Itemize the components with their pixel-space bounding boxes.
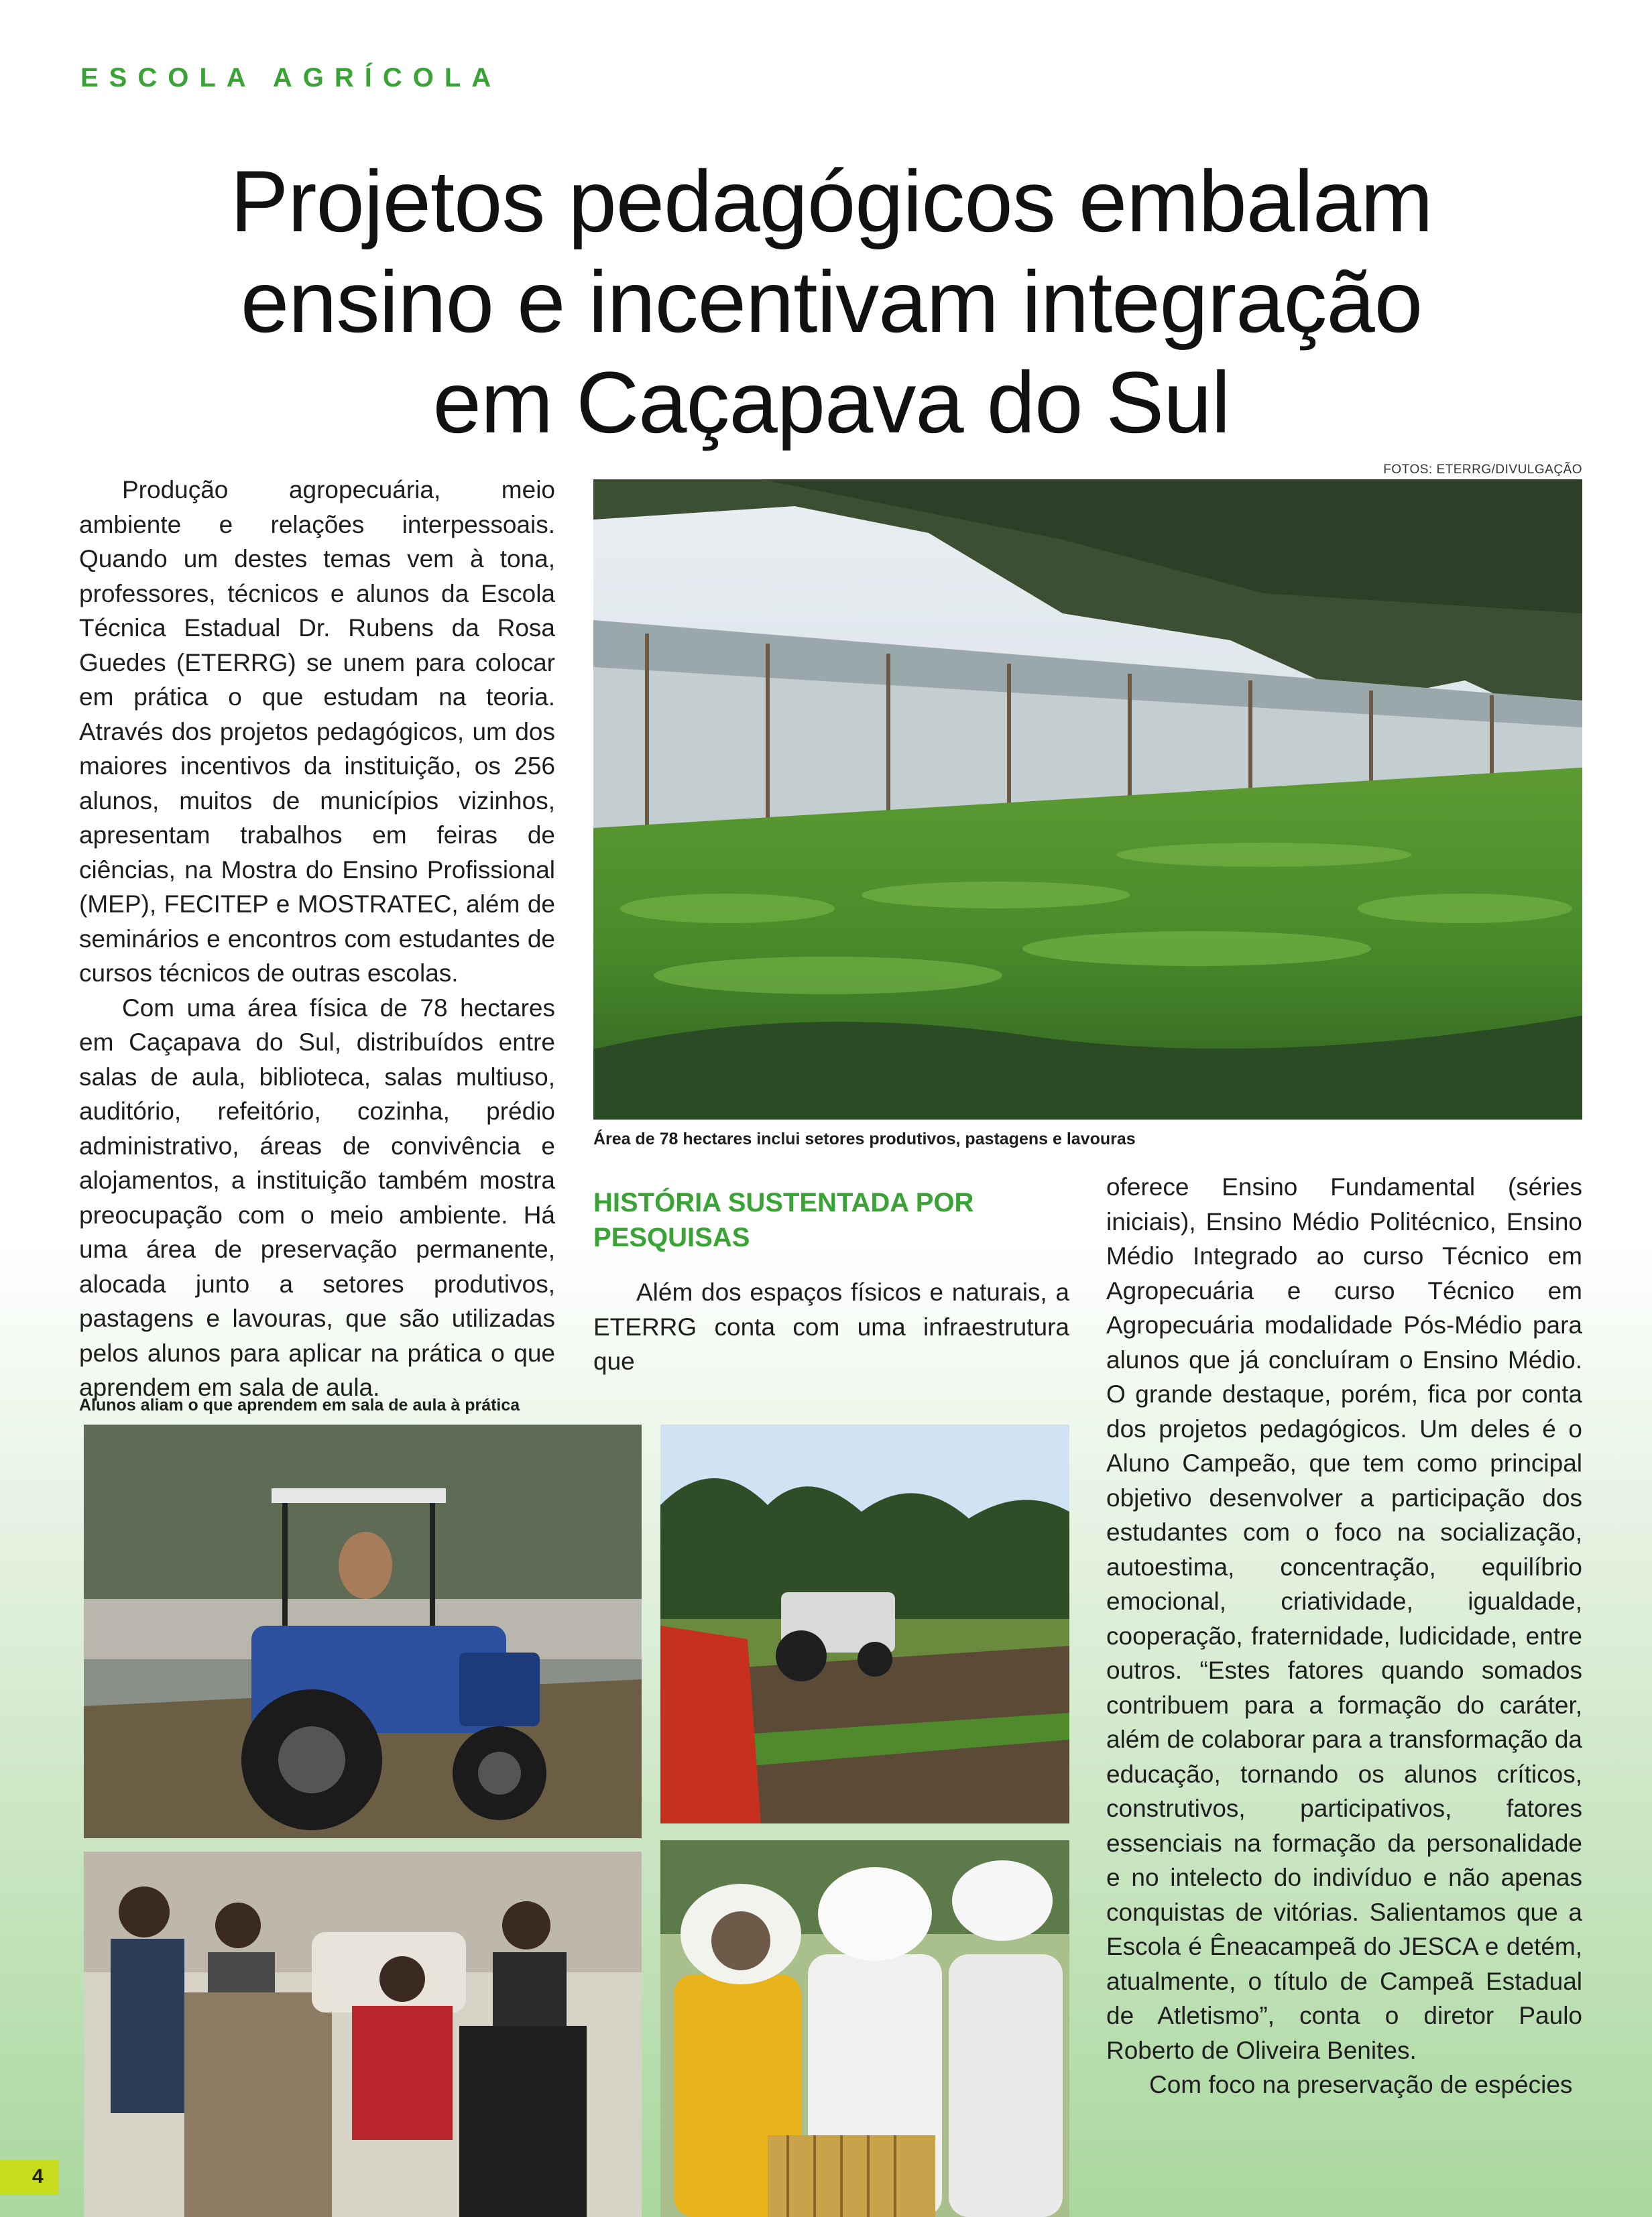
headline — [174, 151, 1488, 453]
body-column-left — [79, 473, 555, 1405]
field-tractor-photo — [660, 1425, 1069, 1823]
body-paragraph: Além dos espaços físicos e naturais, a ETERRG conta com uma infraestrutura que — [593, 1278, 1069, 1375]
greenhouse-field-photo — [593, 479, 1582, 1120]
page-number: 4 — [0, 2160, 59, 2195]
photo-caption-bottom: Alunos aliam o que aprendem em sala de aula à prática — [79, 1396, 520, 1415]
photo-caption-top: Área de 78 hectares inclui setores produtivos, pastagens e lavouras — [593, 1130, 1136, 1148]
headline-line-3: em Caçapava do Sul — [432, 353, 1230, 451]
students-machine-photo — [84, 1852, 642, 2217]
body-column-middle — [593, 1275, 1069, 1379]
blue-tractor-photo — [84, 1425, 642, 1838]
body-paragraph: Com foco na preservação de espécies — [1149, 2071, 1573, 2098]
body-paragraph: Produção agropecuária, meio ambiente e relações interpessoais. Quando um destes temas vem à tona, professores, técnicos e alunos da Escola Técnica Estadual Dr. Rubens da Rosa Guedes (ETERRG) se unem para colocar em prática o que estudam na teoria. Através dos projetos pedagógicos, um dos maiores incentivos da instituição, os 256 alunos, muitos de municípios vizinhos, apresentam trabalhos em feiras de ciências, na Mostra do Ensino Profissional (MEP), FECITEP e MOSTRATEC, além de seminários e encontros com estudantes de cursos técnicos de outras escolas. — [79, 476, 555, 987]
section-subheading: HISTÓRIA SUSTENTADA POR PESQUISAS — [593, 1188, 974, 1252]
body-column-right — [1106, 1170, 1582, 2102]
section-label: ESCOLA AGRÍCOLA — [80, 63, 502, 93]
headline-line-1: Projetos pedagógicos embalam — [230, 152, 1433, 250]
headline-line-2: ensino e incentivam integração — [240, 253, 1423, 351]
photo-credit: FOTOS: ETERRG/DIVULGAÇÃO — [1383, 463, 1582, 477]
body-paragraph: Com uma área física de 78 hectares em Caçapava do Sul, distribuídos entre salas de aula, biblioteca, salas multiuso, auditório, refeitório, cozinha, prédio administrativo, áreas de convivência e alojamentos, a instituição também mostra preocupação com o meio ambiente. Há uma área de preservação permanente, alocada junto a setores produtivos, pastagens e lavouras, que são utilizadas pelos alunos para aplicar na prática o que aprendem em sala de aula. — [79, 994, 555, 1401]
beekeepers-photo — [660, 1840, 1069, 2217]
body-paragraph: oferece Ensino Fundamental (séries iniciais), Ensino Médio Politécnico, Ensino Médio Integrado ao curso Técnico em Agropecuária e curso Técnico em Agropecuária modalidade Pós-Médio para alunos que já concluíram o Ensino Médio. O grande destaque, porém, fica por conta dos projetos pedagógicos. Um deles é o Aluno Campeão, que tem como principal objetivo desenvolver a participação dos estudantes com o foco na socialização, autoestima, concentração, equilíbrio emocional, criatividade, igualdade, cooperação, fraternidade, ludicidade, entre outros. “Estes fatores quando somados contribuem para a formação do caráter, além de colaborar para a transformação da educação, tornando os alunos críticos, construtivos, participativos, fatores essenciais na formação da personalidade e no intelecto do indivíduo e não apenas conquistas de vitórias. Salientamos que a Escola é Êneacampeã do JESCA e detém, atualmente, o título de Campeã Estadual de Atletismo”, conta o diretor Paulo Roberto de Oliveira Benites. — [1106, 1173, 1582, 2064]
